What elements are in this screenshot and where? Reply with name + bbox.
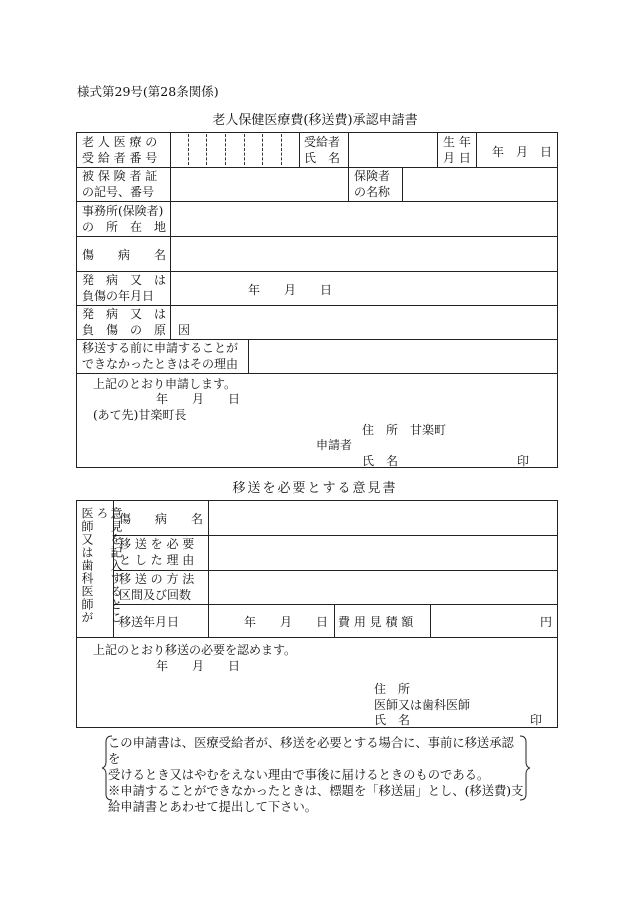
recipient-number-label: 老 人 医 療 の 受 給 者 番 号 xyxy=(82,135,158,165)
applicant-address-label: 住 所 xyxy=(362,423,399,437)
late-reason-label: 移送する前に申請することが できなかったときはその理由 xyxy=(82,341,239,371)
addressee: (あて先)甘楽町長 xyxy=(93,408,187,422)
office-address-field[interactable] xyxy=(171,202,557,235)
late-reason-field[interactable] xyxy=(249,340,557,372)
injury-cause-field[interactable] xyxy=(171,306,557,338)
applicant-address-value: 甘楽町 xyxy=(410,423,447,437)
onset-date-value: 年 月 日 xyxy=(248,283,333,297)
injury-cause-label: 発 病 又 は 負 傷 の 原 因 xyxy=(82,307,191,337)
applicant-label: 申請者 xyxy=(316,438,353,452)
doctor-title-label: 医師又は歯科医師 xyxy=(374,698,471,712)
transfer-reason-field[interactable] xyxy=(209,536,557,569)
birth-date-value: 年 月 日 xyxy=(492,145,553,159)
note-text: この申請書は、医療受給者が、移送を必要とする場合に、事前に移送承認を 受けるとき又はやむをえない理由で事後に届けるときのものである。 ※申請することができなかったときは、標題を「移送届」とし、(移送費)支 給申請書とあわせて提出して下さい。 xyxy=(108,736,524,814)
recipient-number-field[interactable] xyxy=(171,133,298,166)
insurance-card-label: 被 保 険 者 証 の記号、番号 xyxy=(82,169,158,199)
opinion-disease-field[interactable] xyxy=(209,501,557,534)
opinion-disease-label: 傷 病 名 xyxy=(119,512,204,526)
cost-estimate-label: 費 用 見 積 額 xyxy=(338,615,414,629)
insurer-name-label: 保険者 の名称 xyxy=(354,169,391,199)
birth-date-label: 生 年 月 日 xyxy=(443,135,471,165)
form1-title: 老人保健医療費(移送費)承認申請書 xyxy=(212,113,418,128)
insurance-card-field[interactable] xyxy=(171,168,347,200)
transfer-reason-label: 移 送 を 必 要 と し た 理 由 xyxy=(119,537,195,567)
doctor-name-label: 氏 名 xyxy=(374,713,411,727)
applicant-name-label: 氏 名 xyxy=(362,454,399,468)
doctor-address-label: 住 所 xyxy=(374,682,411,696)
application-statement: 上記のとおり申請します。 xyxy=(93,377,237,391)
transfer-method-label: 移 送 の 方 法 区間及び回数 xyxy=(119,572,195,602)
insurer-name-field[interactable] xyxy=(403,168,557,200)
recipient-name-label: 受給者 氏 名 xyxy=(304,135,341,165)
disease-name-field[interactable] xyxy=(171,237,557,270)
onset-date-label: 発 病 又 は 負傷の年月日 xyxy=(82,273,167,303)
form-number: 様式第29号(第28条関係) xyxy=(77,84,219,99)
transfer-date-label: 移送年月日 xyxy=(119,615,180,629)
disease-name-label: 傷 病 名 xyxy=(82,248,167,262)
approval-date: 年 月 日 xyxy=(156,659,241,673)
side-label-opinion: 意見を記入するところ xyxy=(95,507,123,624)
approval-statement: 上記のとおり移送の必要を認めます。 xyxy=(93,643,297,657)
transfer-method-field[interactable] xyxy=(209,571,557,603)
form2-title: 移送を必要とする意見書 xyxy=(232,481,398,496)
office-address-label: 事務所(保険者) の 所 在 地 xyxy=(82,204,167,234)
yen-unit: 円 xyxy=(540,615,553,629)
side-label-doctor: 医師又は歯科医師が xyxy=(80,507,94,624)
recipient-name-field[interactable] xyxy=(349,133,436,166)
doctor-seal-mark: 印 xyxy=(530,713,543,727)
seal-mark: 印 xyxy=(517,454,530,468)
application-date: 年 月 日 xyxy=(156,392,241,406)
transfer-date-value: 年 月 日 xyxy=(244,615,329,629)
